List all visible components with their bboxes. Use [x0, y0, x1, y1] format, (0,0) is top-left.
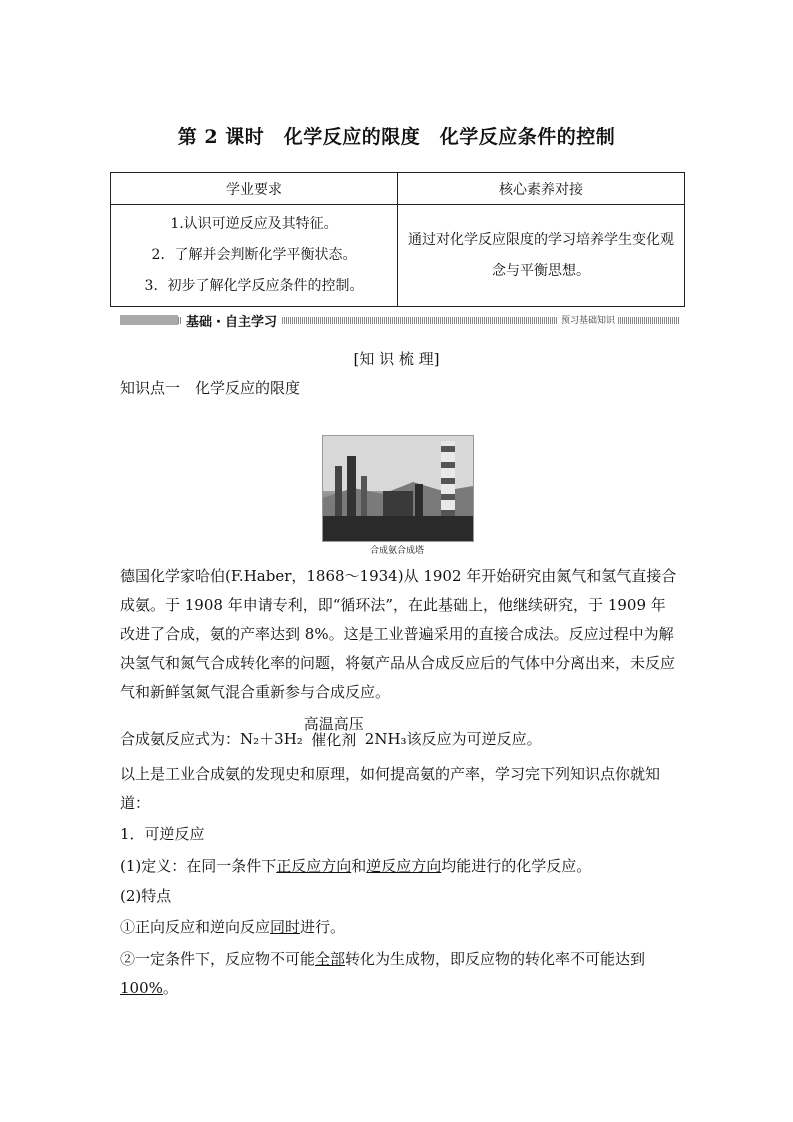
feature-1-prefix: ①正向反应和逆向反应 [120, 918, 271, 936]
requirement-item: 3．初步了解化学反应条件的控制。 [144, 278, 364, 294]
feature-2-suffix: 。 [162, 979, 178, 997]
condition-top: 高温高压 [303, 715, 364, 733]
requirement-item: 2．了解并会判断化学平衡状态。 [151, 247, 357, 263]
section-bar-block [120, 315, 178, 325]
requirements-cell [111, 205, 398, 307]
intro-paragraph: 德国化学家哈伯(F.Haber，1868～1934)从 1902 年开始研究由氮气和氢气直接合成氨。于 1908 年申请专利，即“循环法”，在此基础上，他继续研究，于 1909 年改进了合成，氨的产率达到 8%。这是工业普遍采用的直接合成法。反应过程中为解决氢气和氮气合成转化率的问题，将氨产品从合成反应后的气体中分离出来，未反应气和新鲜氢氮气混合重新参与合成反应。 [120, 567, 677, 701]
reversible-reaction-heading: 1．可逆反应 [120, 825, 205, 843]
knowledge-point-heading: 知识点一 化学反应的限度 [120, 379, 301, 397]
section-bar [120, 313, 680, 330]
definition-suffix: 均能进行的化学反应。 [441, 857, 592, 875]
figure-caption: 合成氨合成塔 [369, 546, 424, 556]
equation-suffix: 该反应为可逆反应。 [406, 730, 542, 748]
synthesis-tower-photo [322, 435, 474, 542]
feature-1-underlined: 同时 [270, 918, 301, 936]
equation-prefix: 合成氨反应式为： [120, 730, 241, 748]
definition-prefix: (1)定义：在同一条件下 [120, 857, 277, 875]
requirement-item: 1.认识可逆反应及其特征。 [170, 216, 338, 232]
section-bar-label: 基础・自主学习 [182, 311, 281, 330]
definition-mid: 和 [351, 857, 367, 875]
factory-illustration [323, 436, 473, 541]
features-heading: (2)特点 [120, 887, 172, 905]
definition-line [120, 852, 680, 881]
equation-product: 2NH₃ [364, 730, 407, 748]
equation-line [120, 715, 680, 754]
feature-2-underlined: 全部 [315, 950, 346, 968]
table-header-competency: 核心素养对接 [398, 173, 685, 205]
table-header-requirements: 学业要求 [111, 173, 398, 205]
condition-bottom: 催化剂 [311, 731, 357, 749]
reaction-condition [303, 715, 365, 749]
feature-2-mid: 转化为生成物，即反应物的转化率不可能达到 [345, 950, 646, 968]
knowledge-review-heading: [知 识 梳 理] [353, 350, 440, 368]
feature-2 [120, 945, 680, 1003]
page-title: 第 2 课时 化学反应的限度 化学反应条件的控制 [177, 126, 616, 148]
requirements-table [110, 172, 685, 307]
definition-forward: 正反应方向 [276, 857, 352, 875]
lead-paragraph: 以上是工业合成氨的发现史和原理，如何提高氨的产率，学习完下列知识点你就知道： [120, 765, 661, 812]
feature-1-suffix: 进行。 [300, 918, 346, 936]
equation-reactants: N₂＋3H₂ [240, 730, 303, 748]
section-bar-right-label: 预习基础知识 [558, 313, 618, 326]
feature-1 [120, 913, 680, 942]
feature-2-percent: 100% [120, 979, 163, 997]
definition-reverse: 逆反应方向 [366, 857, 442, 875]
feature-2-prefix: ②一定条件下，反应物不可能 [120, 950, 316, 968]
competency-cell: 通过对化学反应限度的学习培养学生变化观念与平衡思想。 [398, 205, 685, 307]
